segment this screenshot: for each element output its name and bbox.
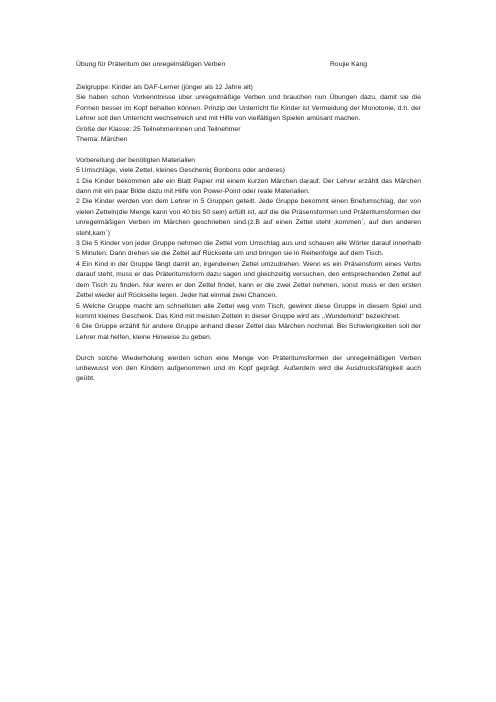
step-3: 3 Die 5 Kinder von jeder Gruppe nehmen die Zettel vom Umschlag aus und schauen alle Wörter darauf innerhalb 5 Minuten. Dann drehen sie die Zettel auf Rückseite um und bringen sie in Reihenfolge auf dem Tisch. — [76, 240, 421, 258]
spacer — [76, 145, 421, 155]
topic: Thema: Märchen — [76, 136, 128, 144]
step-2: 2 Die Kinder werden von dem Lehrer in 5 Gruppen geteilt. Jede Gruppe bekommt einen Briefumschlag, der von vielen Zetteln(die Menge kann von 40 bis 50 sein) erfüllt ist, auf die die Präsensformen und Präteritumsformen der unregelmäßigen Verben im Märchen geschrieben sind.(z.B auf einen Zettel steht ‚kommen`, auf den anderen steht,kam`) — [76, 198, 421, 237]
step-6: 6 Die Gruppe erzählt für andere Gruppe anhand dieser Zettel das Märchen nochmal. Bei Schwierigkeiten soll der Lehrer mal helfen, kleine Hinweise zu geben. — [76, 323, 421, 341]
conclusion-paragraph: Durch solche Wiederholung werden schon eine Menge von Präteritumsformen der unregelmäßigen Verben unbewusst von den Kindern aufgenommen und im Kopf geprägt. Außerdem wird die Ausdrucksfähigkeit auch geübt. — [76, 354, 421, 383]
preparation-heading: Vorbereitung der benötigten Materialien — [76, 156, 196, 164]
step-1: 1 Die Kinder bekommen alle ein Blatt Papier mit einem kurzen Märchen darauf. Der Lehrer erzählt das Märchen dann mit ein paar Bilde dazu mit Hilfe von Power-Point oder reale Materialien. — [76, 177, 421, 196]
step-4: 4 Ein Kind in der Gruppe fängt damit an, irgendeinen Zettel umzudrehen. Wenn es ein Präsensform eines Verbs darauf steht, muss er das Präteritumsform dazu sagen und gleichzeitig versuchen, den entsprechenden Zettel auf dem Tisch zu finden. Nur wenn er den Zettel findet, kann er die zwei Zettel nehmen, sonst muss er den ersten Zettel wieder auf Rückseite legen. Jeder hat einmal zwei Chancen. — [76, 260, 421, 300]
prerequisites-paragraph: Sie haben schon Vorkenntnisse über unregelmäßige Verben und brauchen nun Übungen dazu, damit sie die Formen besser im Kopf behalten können. Prinzip der Unterricht für Kinder ist Vermeidung der Monotonie, d.h. der Lehrer soll den Unterricht wechselreich und mit Hilfe von vielfältigen Spielen amüsant machen. — [76, 94, 421, 123]
document-page — [76, 60, 421, 385]
class-size: Größe der Klasse: 25 Teilnehmerinnen und Teilnehmer — [76, 125, 241, 133]
title-row — [76, 60, 421, 71]
document-title: Übung für Präteritum der unregelmäßigen Verben — [76, 61, 226, 68]
author-name: Roujie Kang — [330, 61, 368, 68]
target-group: Zielgruppe: Kinder als DAF-Lerner (jünger als 12 Jahre alt) — [76, 84, 253, 91]
materials-list: 5 Umschläge, viele Zettel, kleines Geschenk( Bonbons oder anderes) — [76, 167, 285, 175]
step-5: 5 Welche Gruppe macht am schnellsten alle Zettel weg vom Tisch, gewinnt diese Gruppe in diesem Spiel und kommt kleines Geschenk. Das Kind mit meisten Zetteln in dieser Gruppe wird als ,,Wunderkind“ bezeichnet. — [76, 302, 421, 320]
spacer — [76, 343, 421, 353]
